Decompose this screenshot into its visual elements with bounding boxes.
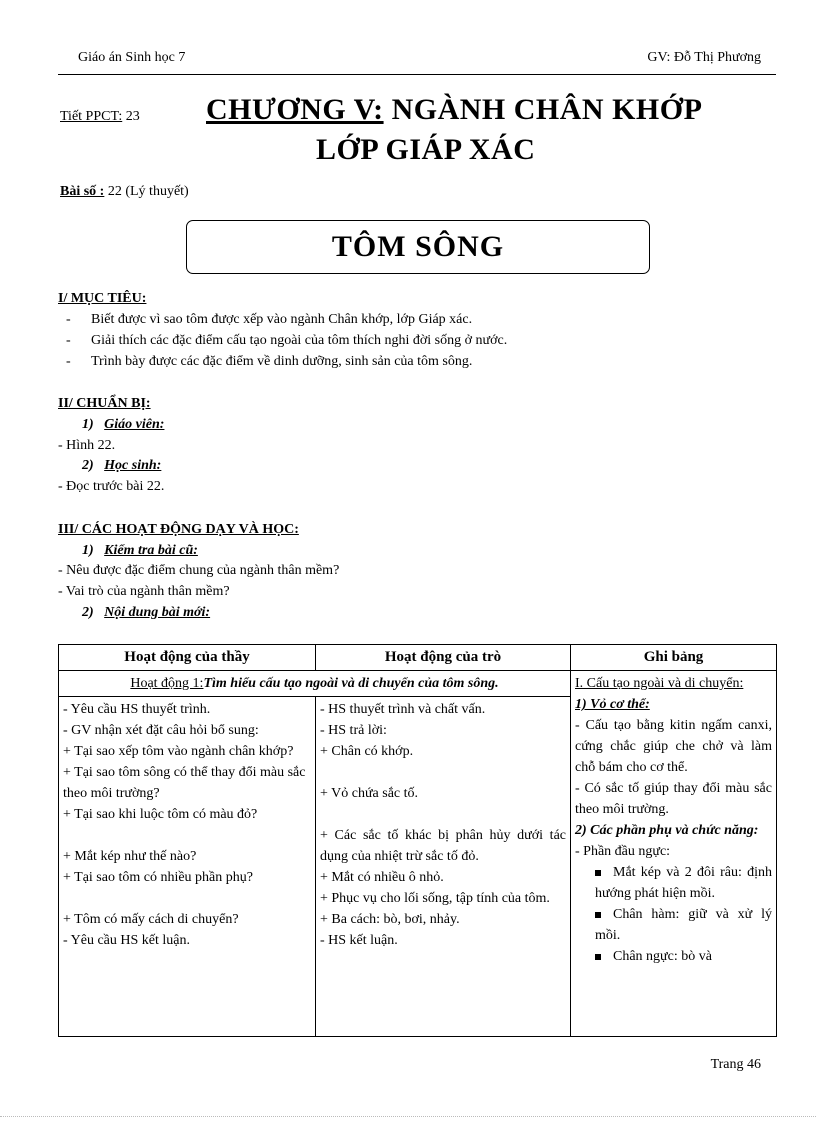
teacher-line: + Tại sao xếp tôm vào ngành chân khớp?	[63, 744, 294, 759]
board-bullets	[575, 862, 772, 967]
lesson-number	[60, 184, 189, 200]
period-label: Tiết PPCT:	[60, 109, 123, 124]
board-cell	[571, 671, 777, 1037]
board-bullet: Chân hàm: giữ và xử lý mồi.	[595, 907, 772, 943]
teacher-line: - GV nhận xét đặt câu hỏi bổ sung:	[63, 723, 259, 738]
teacher-line: + Tại sao tôm có nhiều phần phụ?	[63, 870, 253, 885]
teacher-line: - Yêu cầu HS kết luận.	[63, 933, 190, 948]
lesson-period	[60, 109, 140, 125]
board-sub1: 1) Vỏ cơ thể:	[575, 697, 650, 712]
student-line: - HS thuyết trình và chất vấn.	[320, 702, 486, 717]
lesson-table	[58, 644, 777, 1037]
student-cell	[316, 697, 571, 1037]
board-item: - Cấu tạo bằng kitin ngấm canxi, cứng chắc giúp che chở và làm chỗ bám cho cơ thể.	[575, 718, 772, 775]
page-number: Trang 46	[710, 1057, 761, 1072]
teacher-line: + Mắt kép như thế nào?	[63, 849, 197, 864]
teacher-line: + Tôm có mấy cách di chuyển?	[63, 912, 239, 927]
square-bullet-icon	[595, 870, 601, 876]
activities-heading: III/ CÁC HOẠT ĐỘNG DẠY VÀ HỌC:	[58, 522, 299, 537]
board-sub2: 2) Các phần phụ và chức năng:	[575, 823, 759, 838]
period-value: 23	[125, 109, 140, 124]
objective-item: - Trình bày được các đặc điểm về dinh dưỡng, sinh sản của tôm sông.	[66, 354, 473, 369]
col-header-teacher: Hoạt động của thầy	[59, 645, 316, 671]
lesson-number-label: Bài số :	[60, 184, 105, 199]
student-line: + Chân có khớp.	[320, 744, 414, 759]
board-section-title: I. Cấu tạo ngoài và di chuyển:	[575, 676, 744, 691]
student-line: + Vỏ chứa sắc tố.	[320, 786, 419, 801]
class-title: LỚP GIÁP XÁC	[316, 133, 536, 166]
col-header-student: Hoạt động của trò	[316, 645, 571, 671]
student-line: + Ba cách: bò, bơi, nhảy.	[320, 912, 460, 927]
lesson-title-box	[186, 220, 650, 274]
teacher-line: - Yêu cầu HS thuyết trình.	[63, 702, 211, 717]
chapter-heading	[206, 93, 702, 127]
lesson-number-value: 22 (Lý thuyết)	[107, 184, 189, 199]
teacher-cell	[59, 697, 316, 1037]
student-line: - HS kết luận.	[320, 933, 398, 948]
review-question: - Nêu được đặc điểm chung của ngành thân mềm?	[58, 563, 340, 578]
board-item: - Có sắc tố giúp thay đổi màu sắc theo môi trường.	[575, 781, 772, 817]
teacher-prep: 1) Giáo viên:	[82, 417, 165, 432]
square-bullet-icon	[595, 912, 601, 918]
student-line: + Mắt có nhiều ô nhỏ.	[320, 870, 444, 885]
objective-item: - Giải thích các đặc điểm cấu tạo ngoài của tôm thích nghi đời sống ở nước.	[66, 333, 508, 348]
square-bullet-icon	[595, 954, 601, 960]
board-bullet: Chân ngực: bò và	[595, 946, 772, 967]
activity-title-cell: Hoạt động 1:Tìm hiểu cấu tạo ngoài và di chuyển của tôm sông.	[59, 671, 571, 697]
lesson-title: TÔM SÔNG	[331, 230, 505, 263]
header-subject: Giáo án Sinh học 7	[78, 50, 186, 65]
teacher-line: + Tại sao khi luộc tôm có màu đỏ?	[63, 807, 258, 822]
board-bullet: Mắt kép và 2 đôi râu: định hướng phát hiện mồi.	[595, 865, 772, 901]
chapter-title: NGÀNH CHÂN KHỚP	[391, 93, 703, 126]
student-line: + Các sắc tố khác bị phân hủy dưới tác dụng của nhiệt trừ sắc tố đỏ.	[320, 828, 566, 864]
teacher-prep-item: - Hình 22.	[58, 438, 116, 453]
review-heading: 1) Kiểm tra bài cũ:	[82, 543, 198, 558]
student-line: + Phục vụ cho lối sống, tập tính của tôm.	[320, 891, 550, 906]
new-content-heading: 2) Nội dung bài mới:	[82, 605, 211, 620]
preparation-heading: II/ CHUẨN BỊ:	[58, 396, 151, 411]
page-edge	[0, 1116, 816, 1117]
student-prep: 2) Học sinh:	[82, 458, 162, 473]
chapter-label: CHƯƠNG V:	[206, 93, 384, 126]
objective-item: - Biết được vì sao tôm được xếp vào ngành Chân khớp, lớp Giáp xác.	[66, 312, 473, 327]
student-prep-item: - Đọc trước bài 22.	[58, 479, 165, 494]
objectives-heading: I/ MỤC TIÊU:	[58, 291, 147, 306]
student-line: - HS trả lời:	[320, 723, 387, 738]
col-header-board: Ghi bảng	[571, 645, 777, 671]
header-rule	[58, 74, 776, 75]
review-question: - Vai trò của ngành thân mềm?	[58, 584, 230, 599]
teacher-line: + Tại sao tôm sông có thể thay đổi màu sắc theo môi trường?	[63, 765, 306, 801]
board-sub2-intro: - Phần đầu ngực:	[575, 844, 671, 859]
header-teacher: GV: Đỗ Thị Phương	[647, 50, 761, 65]
